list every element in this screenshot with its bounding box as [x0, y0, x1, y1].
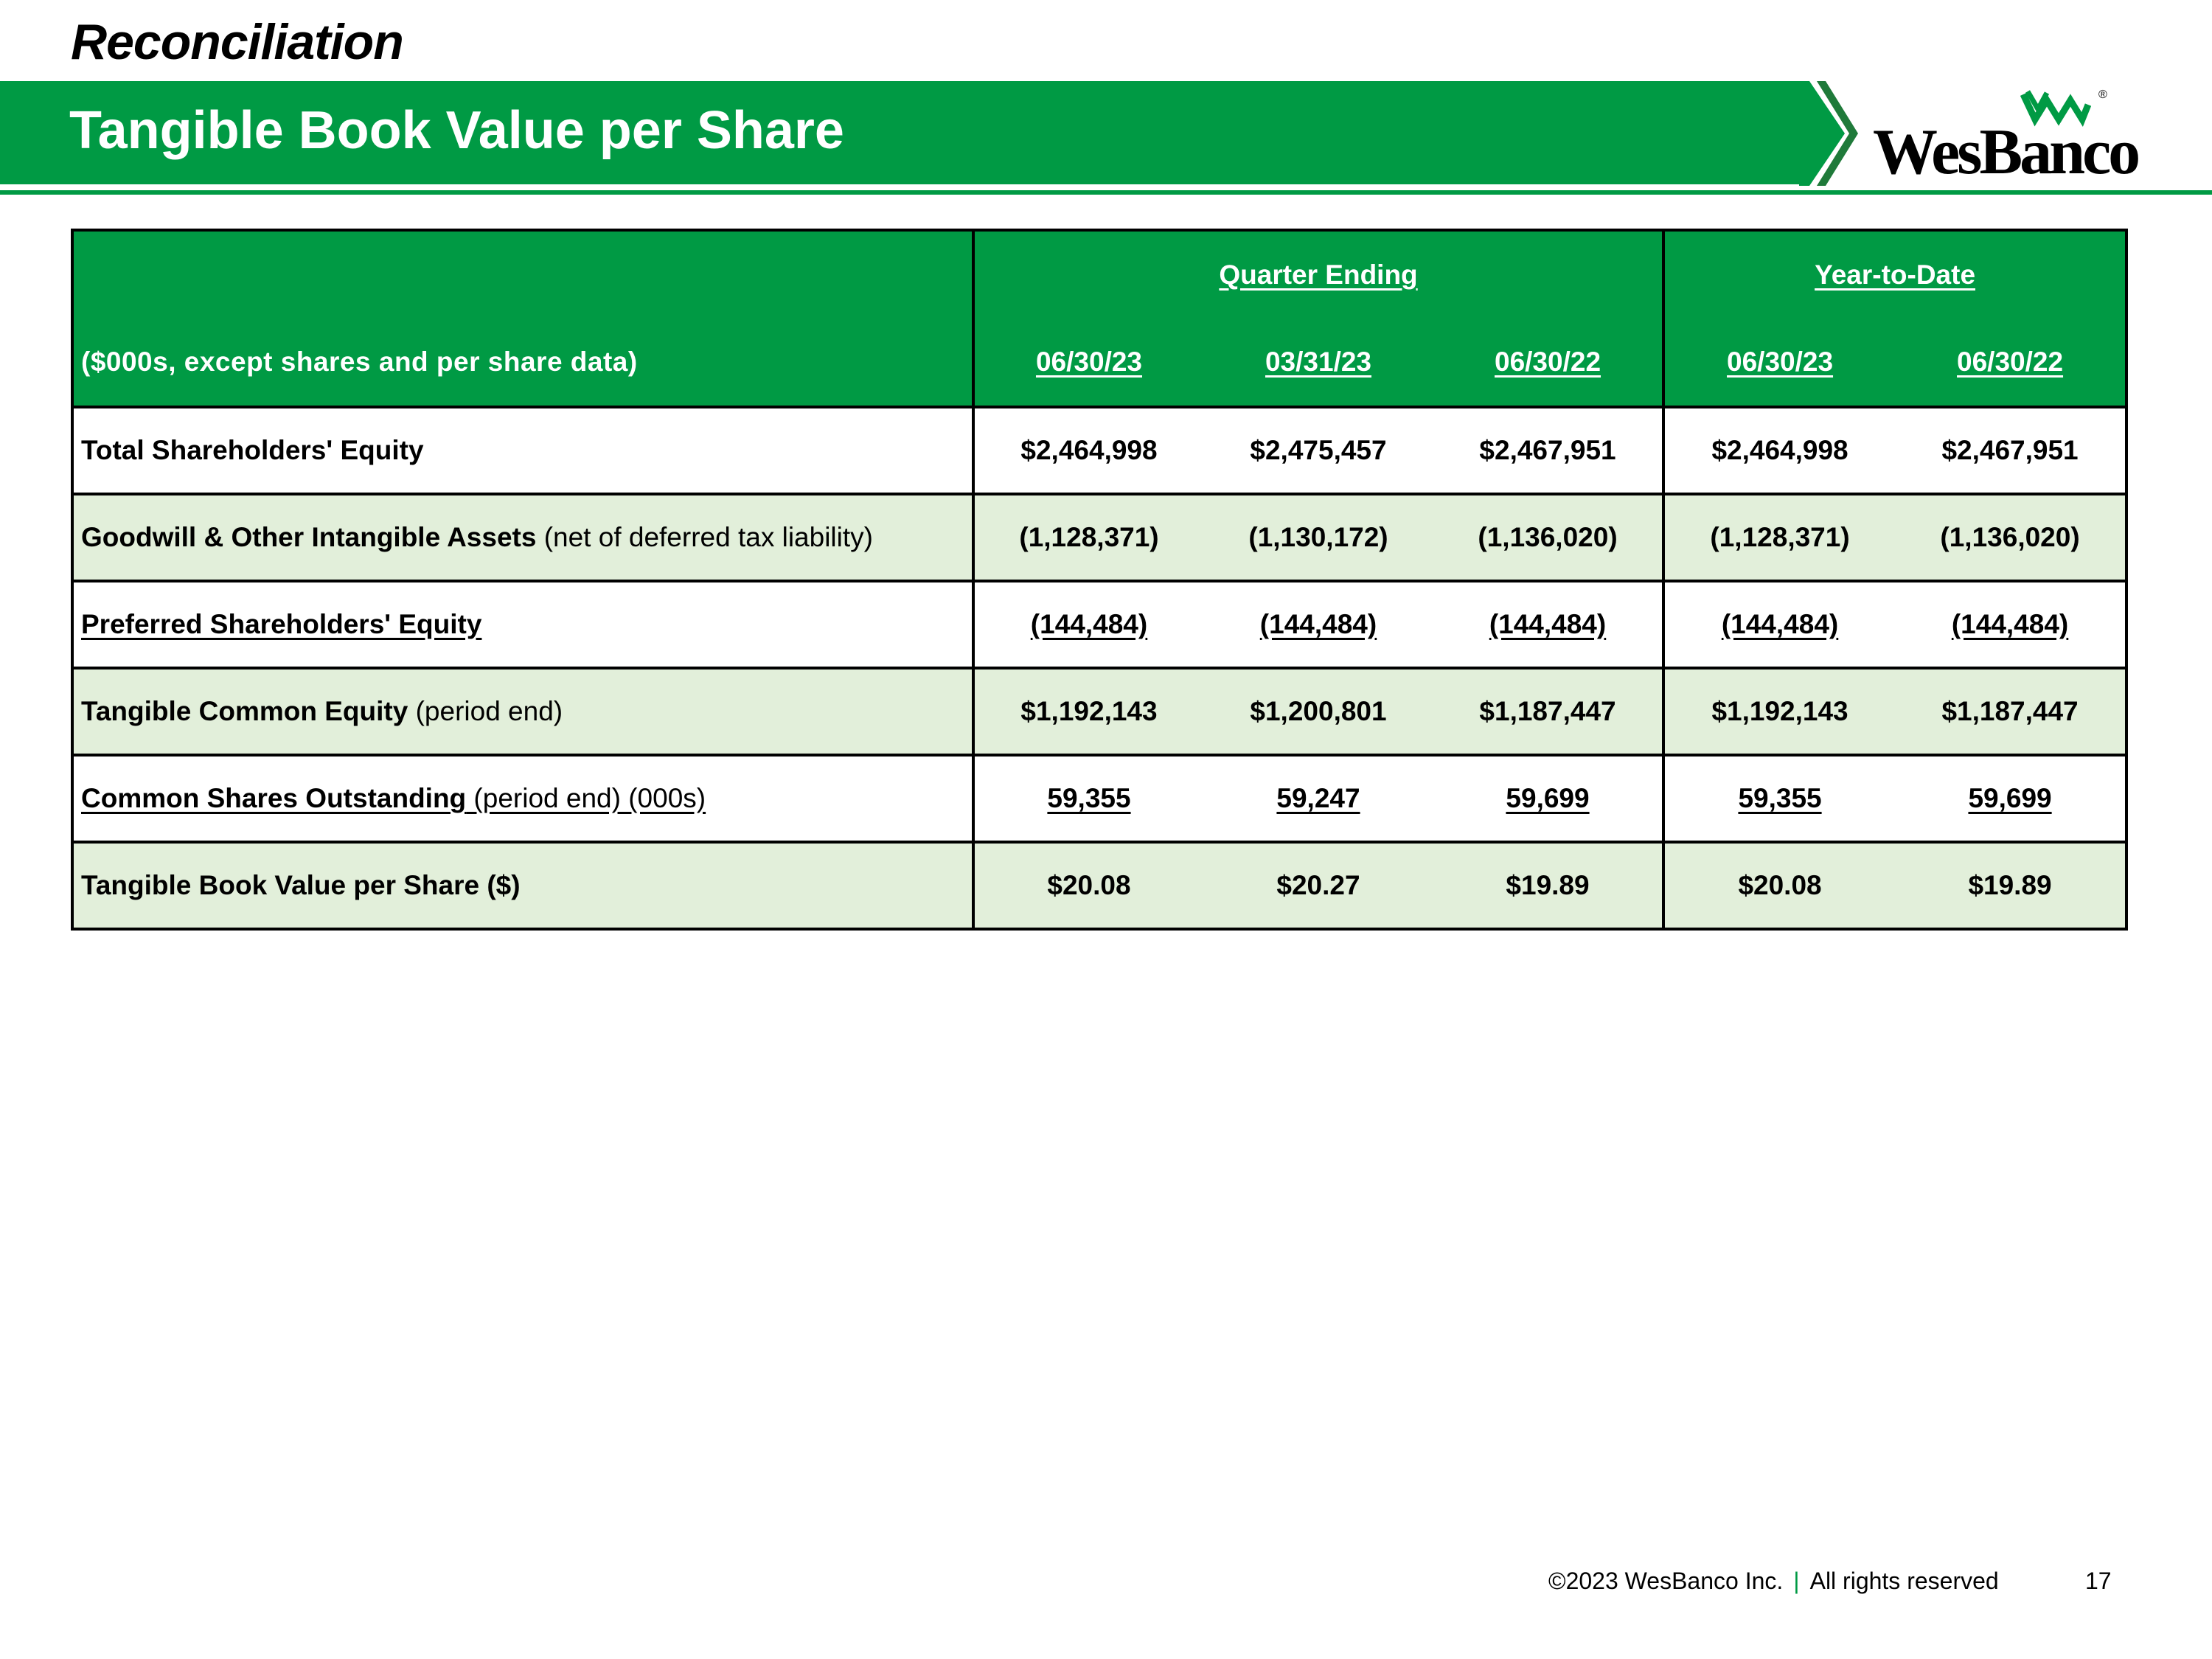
row-label-note: (net of deferred tax liability) — [536, 522, 873, 552]
row-label — [72, 842, 973, 929]
header-blank-cell — [72, 230, 973, 319]
table-cell: $2,464,998 — [1663, 407, 1895, 494]
row-label-note: (period end) (000s) — [466, 783, 706, 813]
table-row — [72, 668, 2126, 755]
table-cell — [1203, 581, 1433, 668]
table-cell: $1,187,447 — [1895, 668, 2126, 755]
table-cell — [1433, 755, 1663, 842]
logo-registered-mark: ® — [2098, 88, 2107, 101]
page-title: Tangible Book Value per Share — [69, 101, 844, 160]
row-label-note: (period end) — [408, 696, 563, 726]
table-cell: $2,467,951 — [1895, 407, 2126, 494]
table-cell: (1,136,020) — [1433, 494, 1663, 581]
section-kicker: Reconciliation — [71, 14, 403, 70]
table-cell: (1,130,172) — [1203, 494, 1433, 581]
row-label — [72, 581, 973, 668]
table-cell: $20.08 — [973, 842, 1203, 929]
table-cell-value: 59,355 — [1047, 783, 1131, 813]
table-cell-value: (144,484) — [1489, 609, 1607, 639]
table-cell: $20.08 — [1663, 842, 1895, 929]
logo-wordmark: WesBanco — [1873, 116, 2138, 188]
footer-separator: | — [1793, 1568, 1800, 1594]
footer-rights: All rights reserved — [1809, 1568, 1999, 1594]
column-header-row — [72, 319, 2126, 407]
table-cell: $2,467,951 — [1433, 407, 1663, 494]
table-cell: (1,128,371) — [973, 494, 1203, 581]
table-cell-value: 59,699 — [1506, 783, 1590, 813]
table-cell: $2,464,998 — [973, 407, 1203, 494]
row-label — [72, 494, 973, 581]
row-label — [72, 407, 973, 494]
group-header-ytd: Year-to-Date — [1663, 230, 2126, 319]
column-header: 06/30/22 — [1433, 319, 1663, 407]
header-rule — [0, 190, 2212, 195]
table-cell — [1663, 755, 1895, 842]
row-label-text: Common Shares Outstanding — [81, 783, 467, 813]
group-header-row — [72, 230, 2126, 319]
table-cell: $1,192,143 — [1663, 668, 1895, 755]
row-label-text: Total Shareholders' Equity — [81, 435, 424, 465]
wesbanco-logo — [1873, 86, 2138, 188]
table-cell-value: (144,484) — [1259, 609, 1377, 639]
table-cell: $1,187,447 — [1433, 668, 1663, 755]
table-cell: $20.27 — [1203, 842, 1433, 929]
table-cell: (1,136,020) — [1895, 494, 2126, 581]
unit-label: ($000s, except shares and per share data) — [72, 319, 973, 407]
row-label — [72, 668, 973, 755]
table-cell — [1895, 755, 2126, 842]
table-row — [72, 755, 2126, 842]
table-cell — [1663, 581, 1895, 668]
row-label-text: Tangible Book Value per Share ($) — [81, 870, 521, 900]
column-header: 06/30/23 — [973, 319, 1203, 407]
group-header-quarter: Quarter Ending — [973, 230, 1663, 319]
table-cell-value: (144,484) — [1951, 609, 2069, 639]
row-label-text: Tangible Common Equity — [81, 696, 408, 726]
footer-copyright: ©2023 WesBanco Inc. — [1548, 1568, 1784, 1594]
reconciliation-table — [71, 229, 2128, 931]
footer — [1548, 1568, 2109, 1595]
table-cell-value: (144,484) — [1030, 609, 1148, 639]
row-label-text: Goodwill & Other Intangible Assets — [81, 522, 537, 552]
row-label — [72, 755, 973, 842]
banner-chevron-icon — [1799, 81, 1858, 186]
table-row — [72, 494, 2126, 581]
table-cell: (1,128,371) — [1663, 494, 1895, 581]
column-header: 03/31/23 — [1203, 319, 1433, 407]
column-header: 06/30/22 — [1895, 319, 2126, 407]
table-cell — [973, 581, 1203, 668]
table-cell: $2,475,457 — [1203, 407, 1433, 494]
table-cell-value: 59,247 — [1276, 783, 1360, 813]
table-cell — [1203, 755, 1433, 842]
table-cell-value: 59,355 — [1738, 783, 1822, 813]
row-label-text: Preferred Shareholders' Equity — [81, 609, 482, 639]
table-row — [72, 407, 2126, 494]
table-cell-value: (144,484) — [1721, 609, 1839, 639]
table-cell: $19.89 — [1433, 842, 1663, 929]
page-number: 17 — [2085, 1568, 2112, 1594]
column-header: 06/30/23 — [1663, 319, 1895, 407]
table-cell: $1,192,143 — [973, 668, 1203, 755]
table-cell-value: 59,699 — [1968, 783, 2052, 813]
table-cell — [1433, 581, 1663, 668]
table-cell: $1,200,801 — [1203, 668, 1433, 755]
table-cell: $19.89 — [1895, 842, 2126, 929]
table-row — [72, 842, 2126, 929]
table-cell — [973, 755, 1203, 842]
table-cell — [1895, 581, 2126, 668]
table-row — [72, 581, 2126, 668]
